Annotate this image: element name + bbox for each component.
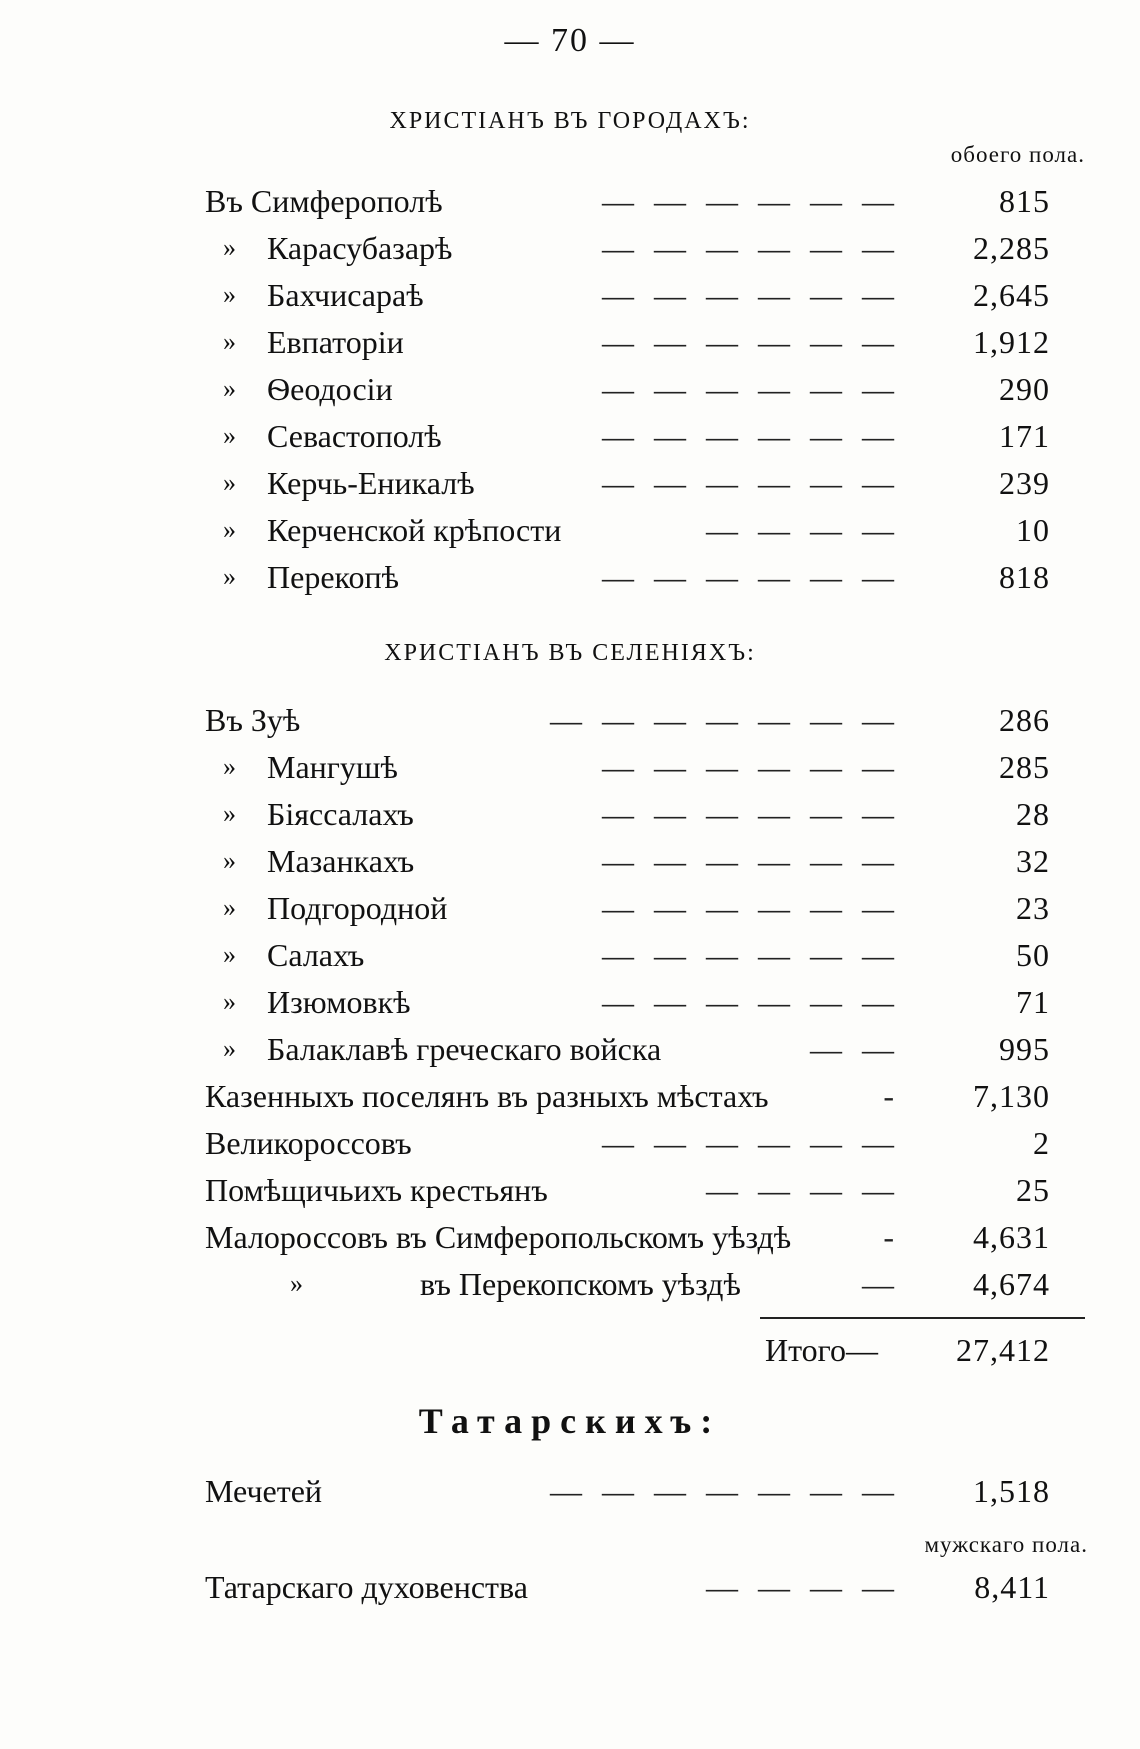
row-label: Великороссовъ	[205, 1125, 412, 1161]
row-value: 2,645	[973, 277, 1050, 313]
row-value: 815	[999, 183, 1050, 219]
row-value: 7,130	[973, 1078, 1050, 1114]
row-leader: — — — — — —	[602, 937, 900, 973]
ditto-mark: »	[223, 327, 236, 356]
row-leader: -	[883, 1219, 900, 1255]
row-leader: — — — — — — —	[550, 702, 900, 738]
table-row	[205, 1261, 1050, 1307]
table-row	[205, 744, 1050, 790]
row-value: 10	[1016, 512, 1050, 548]
table-row	[205, 507, 1050, 553]
total-rule	[760, 1317, 1085, 1319]
ditto-mark: »	[223, 562, 236, 591]
row-value: 2	[1033, 1125, 1050, 1161]
row-value: 239	[999, 465, 1050, 501]
ditto-mark: »	[223, 940, 236, 969]
ditto-mark: »	[223, 468, 236, 497]
row-leader: — — — — — —	[602, 843, 900, 879]
row-leader: — — — — — —	[602, 371, 900, 407]
table-row	[205, 225, 1050, 271]
row-leader: — — — — — —	[602, 277, 900, 313]
row-value: 28	[1016, 796, 1050, 832]
table-row	[205, 178, 1050, 224]
table-row	[205, 1564, 1050, 1610]
total-row	[760, 1327, 1050, 1373]
row-leader: — — — — — —	[602, 559, 900, 595]
table-row	[205, 366, 1050, 412]
ditto-mark: »	[290, 1269, 303, 1298]
unit-note-male: мужскаго пола.	[924, 1532, 1088, 1557]
table-row	[205, 460, 1050, 506]
row-value: 286	[999, 702, 1050, 738]
table-row	[205, 932, 1050, 978]
row-value: 71	[1016, 984, 1050, 1020]
row-leader: — — — — — —	[602, 1125, 900, 1161]
row-label: Въ Симферополѣ	[205, 183, 443, 219]
table-row	[205, 1468, 1050, 1514]
row-leader: — — — — — —	[602, 230, 900, 266]
row-value: 32	[1016, 843, 1050, 879]
row-leader: — — — — — —	[602, 324, 900, 360]
row-label: Керчь-Еникалѣ	[267, 465, 475, 501]
ditto-mark: »	[223, 1034, 236, 1063]
row-label: въ Перекопскомъ уѣздѣ	[420, 1266, 741, 1302]
table-row	[205, 272, 1050, 318]
table-row	[205, 791, 1050, 837]
ditto-mark: »	[223, 233, 236, 262]
section-heading-villages: ХРИСТІАНЪ ВЪ СЕЛЕНІЯХЪ:	[384, 640, 756, 666]
row-value: 8,411	[974, 1569, 1050, 1605]
row-leader: — — — — — —	[602, 984, 900, 1020]
row-label: Балаклавѣ греческаго войска	[267, 1031, 662, 1067]
unit-note-both-sexes: обоего пола.	[950, 142, 1085, 167]
table-row	[205, 1120, 1050, 1166]
ditto-mark: »	[223, 987, 236, 1016]
row-leader: — — — — — —	[602, 890, 900, 926]
row-label: Бахчисараѣ	[267, 277, 424, 313]
ditto-mark: »	[223, 374, 236, 403]
table-row	[205, 838, 1050, 884]
table-row	[205, 1214, 1050, 1260]
row-label: Ѳеодосіи	[267, 371, 393, 407]
row-leader: — —	[810, 1031, 900, 1067]
row-label: Казенныхъ поселянъ въ разныхъ мѣстахъ	[205, 1078, 769, 1114]
row-label: Подгородной	[267, 890, 448, 926]
row-value: 1,912	[973, 324, 1050, 360]
table-row	[205, 1167, 1050, 1213]
row-value: 4,674	[973, 1266, 1050, 1302]
row-label: Мечетей	[205, 1473, 323, 1509]
row-leader: — — — —	[706, 1569, 900, 1605]
table-row	[205, 1026, 1050, 1072]
row-value: 25	[1016, 1172, 1050, 1208]
row-label: Помѣщичьихъ крестьянъ	[205, 1172, 548, 1208]
row-leader: — — — — — —	[602, 418, 900, 454]
row-label: Мазанкахъ	[267, 843, 415, 879]
table-row	[205, 885, 1050, 931]
row-leader: — — — —	[706, 512, 900, 548]
section-heading-towns: ХРИСТІАНЪ ВЪ ГОРОДАХЪ:	[389, 108, 751, 134]
row-leader: —	[862, 1266, 900, 1302]
ditto-mark: »	[223, 893, 236, 922]
row-leader: — — — — — —	[602, 749, 900, 785]
row-leader: -	[883, 1078, 900, 1114]
row-value: 285	[999, 749, 1050, 785]
row-leader: — — — — — —	[602, 183, 900, 219]
ditto-mark: »	[223, 846, 236, 875]
row-label: Татарскаго духовенства	[205, 1569, 528, 1605]
row-label: Изюмовкѣ	[267, 984, 411, 1020]
row-label: Перекопѣ	[267, 559, 399, 595]
row-value: 2,285	[973, 230, 1050, 266]
row-label: Мангушѣ	[267, 749, 398, 785]
table-row	[205, 1073, 1050, 1119]
row-label: Въ Зуѣ	[205, 702, 301, 738]
ditto-mark: »	[223, 752, 236, 781]
row-label: Севастополѣ	[267, 418, 442, 454]
table-row	[205, 319, 1050, 365]
total-label: Итого—	[765, 1332, 878, 1368]
row-label: Евпаторіи	[267, 324, 404, 360]
row-label: Біяссалахъ	[267, 796, 414, 832]
row-label: Карасубазарѣ	[267, 230, 453, 266]
row-leader: — — — — — — —	[550, 1473, 900, 1509]
table-row	[205, 979, 1050, 1025]
table-row	[205, 413, 1050, 459]
row-label: Керченской крѣпости	[267, 512, 562, 548]
row-value: 1,518	[973, 1473, 1050, 1509]
row-leader: — — — — — —	[602, 465, 900, 501]
row-value: 290	[999, 371, 1050, 407]
total-value: 27,412	[956, 1332, 1050, 1368]
row-label: Малороссовъ въ Симферопольскомъ уѣздѣ	[205, 1219, 792, 1255]
ditto-mark: »	[223, 421, 236, 450]
row-value: 171	[999, 418, 1050, 454]
row-value: 23	[1016, 890, 1050, 926]
ditto-mark: »	[223, 799, 236, 828]
ditto-mark: »	[223, 280, 236, 309]
page-number: — 70 —	[504, 22, 636, 59]
row-value: 995	[999, 1031, 1050, 1067]
table-row	[205, 697, 1050, 743]
row-value: 818	[999, 559, 1050, 595]
ditto-mark: »	[223, 515, 236, 544]
row-leader: — — — —	[706, 1172, 900, 1208]
table-row	[205, 554, 1050, 600]
row-value: 4,631	[973, 1219, 1050, 1255]
row-label: Салахъ	[267, 937, 365, 973]
row-leader: — — — — — —	[602, 796, 900, 832]
section-heading-tatar: Татарскихъ:	[418, 1401, 722, 1441]
row-value: 50	[1016, 937, 1050, 973]
